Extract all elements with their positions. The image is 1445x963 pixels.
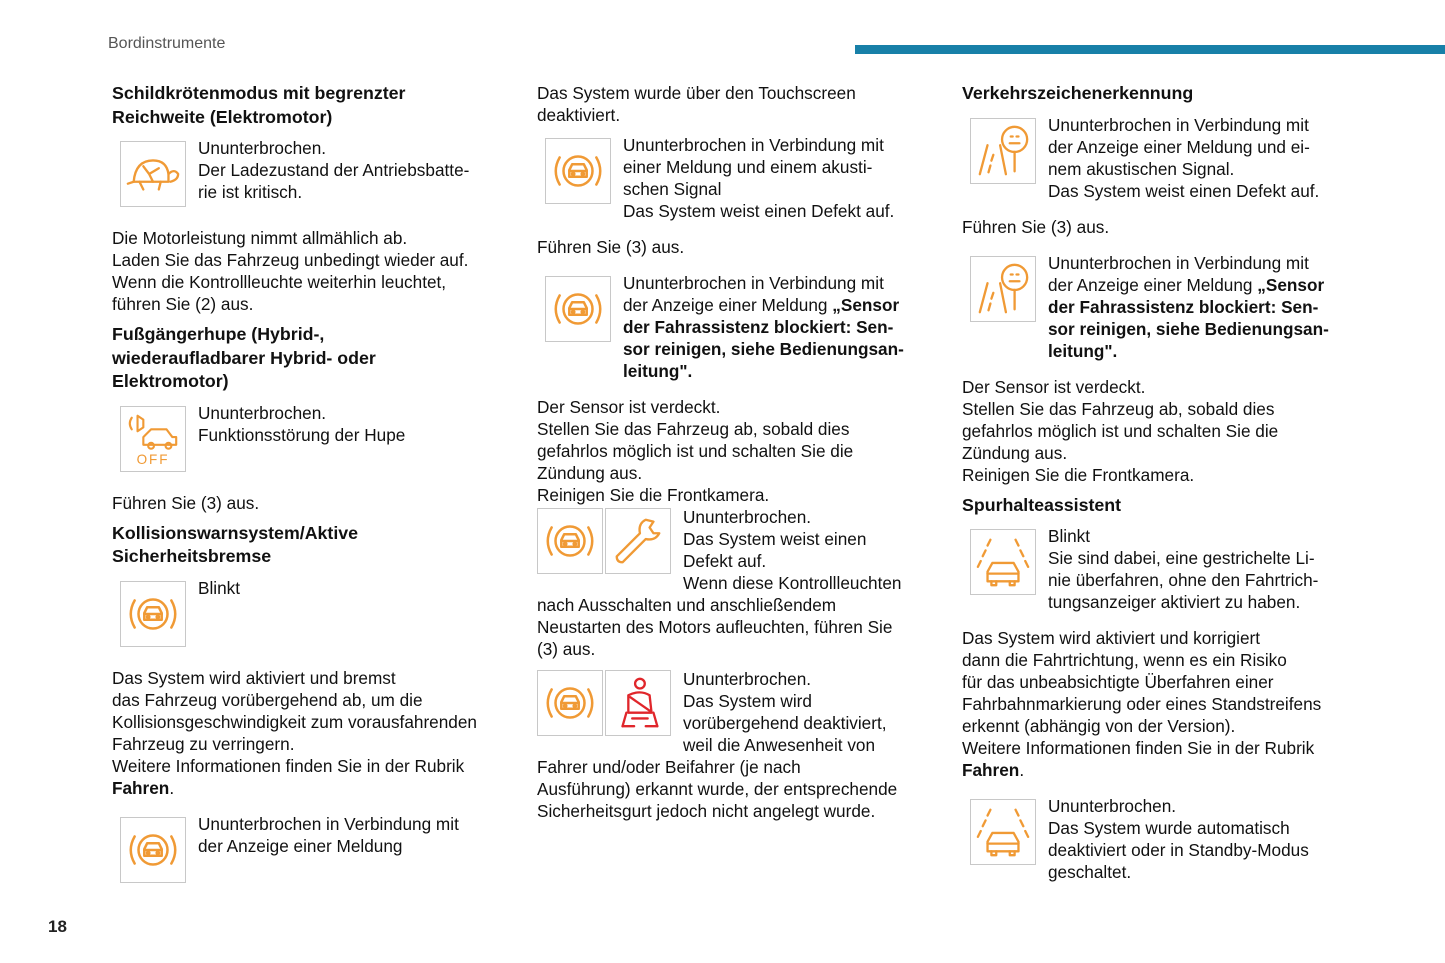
turtle-warning-row bbox=[112, 137, 512, 205]
collision-message-description: Ununterbrochen in Verbindung mit der Anzeige einer Meldung bbox=[198, 813, 459, 856]
collision-paragraph-bold: Fahren bbox=[112, 777, 170, 798]
wrench-description: Ununterbrochen. Das System weist einen Defekt auf. Wenn diese Kontrollleuchten bbox=[683, 507, 902, 593]
traffic-sign-defect-row bbox=[962, 114, 1362, 202]
collision-description: Blinkt bbox=[198, 577, 241, 598]
lane-keeping-paragraph-text: Das System wird aktiviert und korrigiert dann die Fahrtrichtung, wenn es ein Risiko für das unbeabsichtigte Überfahren einer Fahrbahnmarkierung oder eines Standstreifens erkennt (abhängig von der Version). Weitere Informationen finden Sie in der Rubrik bbox=[962, 628, 1322, 758]
page-header-title: Bordinstrumente bbox=[108, 35, 226, 52]
collision-sound-paragraph: Führen Sie (3) aus. bbox=[537, 237, 685, 257]
collision-paragraph-text: Das System wird aktiviert und bremst das Fahrzeug vorübergehend ab, um die Kollisionsgeschwindigkeit zum vorausfahrenden Fahrzeug zu verringern. Weitere Informationen finden Sie in der Rubrik bbox=[112, 667, 477, 776]
sensor-blocked-text: Ununterbrochen in Verbindung mit der Anzeige einer Meldung bbox=[623, 273, 884, 315]
collision-warning-icon bbox=[545, 276, 611, 342]
header-accent-bar bbox=[855, 45, 1445, 54]
horn-warning-row bbox=[112, 402, 512, 470]
lane-keeping-standby-row bbox=[962, 795, 1362, 883]
sensor-blocked-message: „Sensor der Fahrassistenz blockiert: Sen- sor reinigen, siehe Bedienungsan- leitung". bbox=[623, 295, 904, 381]
horn-off-label: OFF bbox=[136, 451, 170, 467]
traffic-sign-paragraph: Führen Sie (3) aus. bbox=[962, 216, 1110, 237]
page-number: 18 bbox=[48, 917, 67, 936]
turtle-icon bbox=[120, 141, 186, 207]
collision-warning-row bbox=[112, 577, 512, 645]
traffic-sensor-text: Ununterbrochen in Verbindung mit der Anzeige einer Meldung bbox=[1048, 252, 1309, 295]
collision-message-row bbox=[112, 813, 512, 881]
collision-warning-icon bbox=[537, 508, 603, 574]
heading-turtle-mode: Schildkrötenmodus mit begrenzter Reichweite (Elektromotor) bbox=[112, 83, 406, 127]
wrench-icon bbox=[605, 508, 671, 574]
traffic-sign-icon bbox=[970, 118, 1036, 184]
lane-keeping-row bbox=[962, 525, 1362, 613]
sensor-blocked-paragraph: Der Sensor ist verdeckt. Stellen Sie das Fahrzeug ab, sobald dies gefahrlos möglich ist und schalten Sie die Zündung aus. Reinigen Sie die Frontkamera. bbox=[537, 397, 854, 505]
touchscreen-paragraph: Das System wurde über den Touchscreen deaktiviert. bbox=[537, 83, 856, 125]
horn-paragraph: Führen Sie (3) aus. bbox=[112, 492, 260, 513]
collision-warning-icon bbox=[545, 138, 611, 204]
traffic-sensor-paragraph: Der Sensor ist verdeckt. Stellen Sie das Fahrzeug ab, sobald dies gefahrlos möglich ist und schalten Sie die Zündung aus. Reinigen Sie die Frontkamera. bbox=[962, 376, 1279, 485]
traffic-sign-description: Ununterbrochen in Verbindung mit der Anzeige einer Meldung und ei- nem akustischen Signal. Das System weist einen Defekt auf. bbox=[1048, 114, 1320, 201]
heading-pedestrian-horn: Fußgängerhupe (Hybrid-, wiederaufladbarer Hybrid- oder Elektromotor) bbox=[112, 324, 376, 391]
traffic-sensor-description bbox=[1048, 252, 1362, 362]
turtle-description: Ununterbrochen. Der Ladezustand der Antriebsbatte- rie ist kritisch. bbox=[198, 138, 470, 202]
lane-keeping-paragraph-end: . bbox=[1019, 760, 1025, 780]
traffic-sensor-blocked-row bbox=[962, 252, 1362, 362]
collision-warning-icon bbox=[537, 670, 603, 736]
heading-collision-warning: Kollisionswarnsystem/Aktive Sicherheitsbremse bbox=[112, 522, 359, 566]
lane-keeping-icon bbox=[970, 799, 1036, 865]
seatbelt-warning-row bbox=[537, 668, 937, 756]
heading-traffic-sign-recognition: Verkehrszeichenerkennung bbox=[962, 83, 1194, 103]
seatbelt-icon bbox=[605, 670, 671, 736]
wrench-warning-row bbox=[537, 506, 937, 594]
lane-keeping-paragraph bbox=[962, 627, 1362, 781]
collision-paragraph-end: . bbox=[169, 777, 175, 798]
heading-lane-keeping: Spurhalteassistent bbox=[962, 494, 1122, 515]
traffic-sign-icon bbox=[970, 256, 1036, 322]
horn-off-icon bbox=[120, 406, 186, 472]
wrench-paragraph: nach Ausschalten und anschließendem Neustarten des Motors aufleuchten, führen Sie (3) aus. bbox=[537, 595, 893, 659]
lane-keeping-description: Blinkt Sie sind dabei, eine gestrichelte Li- nie überfahren, ohne den Fahrtrich- tungsanzeiger aktiviert zu haben. bbox=[1048, 526, 1319, 612]
column-1 bbox=[112, 82, 512, 881]
collision-sound-description: Ununterbrochen in Verbindung mit einer Meldung und einem akusti- schen Signal Das System weist einen Defekt auf. bbox=[623, 135, 895, 221]
column-3 bbox=[962, 82, 1362, 883]
lane-keeping-paragraph-bold: Fahren bbox=[962, 760, 1020, 780]
traffic-sensor-message: „Sensor der Fahrassistenz blockiert: Sen- sor reinigen, siehe Bedienungsan- leitung". bbox=[1048, 274, 1329, 361]
collision-warning-icon bbox=[120, 581, 186, 647]
seatbelt-paragraph: Fahrer und/oder Beifahrer (je nach Ausführung) erkannt wurde, der entsprechende Sicherheitsgurt jedoch nicht angelegt wurde. bbox=[537, 757, 898, 821]
seatbelt-description: Ununterbrochen. Das System wird vorübergehend deaktiviert, weil die Anwesenheit von bbox=[683, 669, 887, 755]
column-2 bbox=[537, 82, 937, 822]
collision-paragraph bbox=[112, 667, 512, 799]
lane-keeping-icon bbox=[970, 529, 1036, 595]
collision-warning-icon bbox=[120, 817, 186, 883]
horn-description: Ununterbrochen. Funktionsstörung der Hupe bbox=[198, 402, 406, 445]
turtle-paragraph: Die Motorleistung nimmt allmählich ab. Laden Sie das Fahrzeug unbedingt wieder auf. Wenn die Kontrollleuchte weiterhin leuchtet, führen Sie (2) aus. bbox=[112, 228, 469, 314]
sensor-blocked-description bbox=[623, 272, 937, 382]
sensor-blocked-row bbox=[537, 272, 937, 382]
lane-keeping-standby-description: Ununterbrochen. Das System wurde automatisch deaktiviert oder in Standby-Modus geschaltet. bbox=[1048, 796, 1309, 882]
collision-sound-row bbox=[537, 134, 937, 222]
